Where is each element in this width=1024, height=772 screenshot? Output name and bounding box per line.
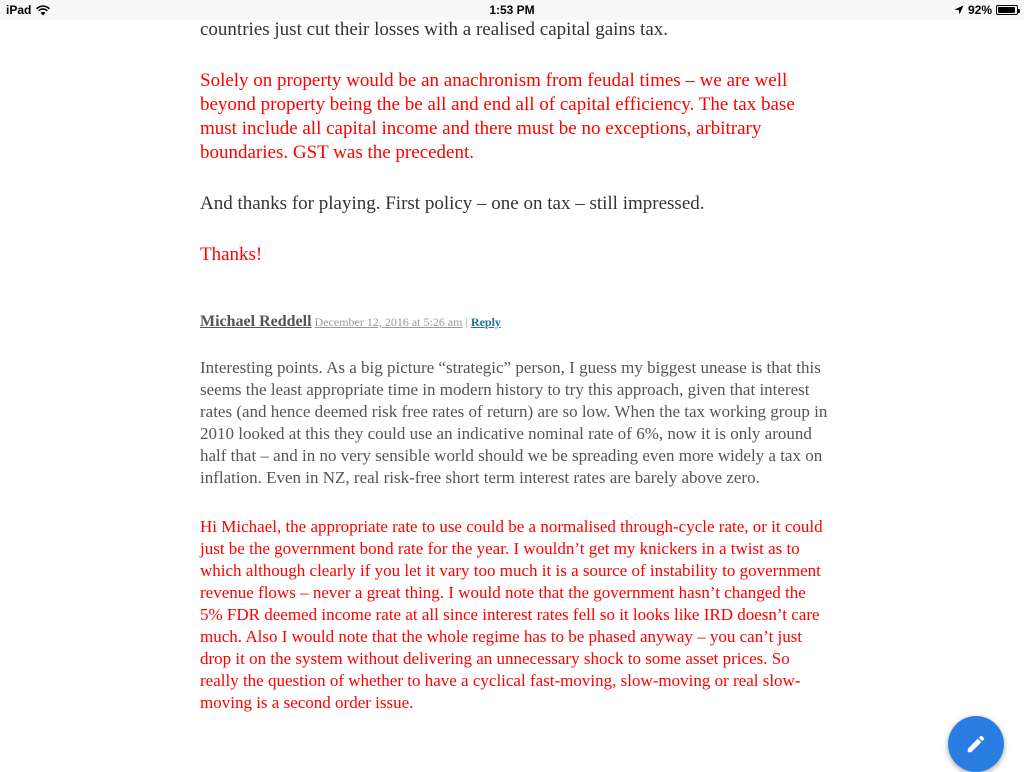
article-paragraph: countries just cut their losses with a realised capital gains tax. — [200, 19, 669, 40]
comment-meta — [200, 313, 830, 331]
battery-icon — [996, 5, 1018, 15]
status-bar — [0, 0, 1024, 20]
article-paragraph: Thanks! — [200, 244, 263, 265]
meta-separator: | — [465, 315, 468, 329]
battery-percent: 92% — [967, 3, 992, 17]
article-paragraph: And thanks for playing. First policy – one on tax – still impressed. — [200, 193, 705, 214]
status-time: 1:53 PM — [489, 3, 535, 17]
comment-response: Hi Michael, the appropriate rate to use could be a normalised through-cycle rate, or it could just be the government bond rate for the year. I wouldn’t get my knickers in a twist as to which although clearly if you let it vary too much it is a source of instability to government revenue flows – never a great thing. I would note that the government hasn’t changed the 5% FDR deemed income rate at all since interest rates fell so it looks like IRD doesn’t care much. Also I would note that the whole regime has to be phased anyway – you can’t just drop it on the system without delivering an unnecessary shock to some asset prices. So really the question of whether to have a cyclical fast-moving, slow-moving or real slow-moving is a second order issue. — [200, 517, 823, 712]
comment-date-link[interactable]: December 12, 2016 at 5:26 am — [314, 315, 463, 329]
comment-body: Interesting points. As a big picture “strategic” person, I guess my biggest unease is that this seems the least appropriate time in modern history to try this approach, given that interest rates (and hence deemed risk free rates of return) are so low. When the tax working group in 2010 looked at this they could use an indicative nominal rate of 6%, now it is only around half that – and in no very sensible world should we be spreading even more widely a tax on inflation. Even in NZ, real risk-free short term interest rates are barely above zero. — [200, 358, 828, 487]
reply-link[interactable]: Reply — [470, 315, 501, 329]
article-content — [200, 18, 830, 714]
battery-fill — [998, 7, 1015, 13]
device-label: iPad — [6, 3, 32, 17]
comment-author-link[interactable]: Michael Reddell — [200, 313, 312, 330]
pencil-icon — [965, 733, 987, 755]
article-paragraph: Solely on property would be an anachronism from feudal times – we are well beyond property being the be all and end all of capital efficiency. The tax base must include all capital income and there must be no exceptions, arbitrary boundaries. GST was the precedent. — [200, 70, 795, 163]
status-right — [954, 3, 1018, 17]
compose-button[interactable] — [948, 716, 1004, 772]
location-arrow-icon — [954, 5, 964, 15]
